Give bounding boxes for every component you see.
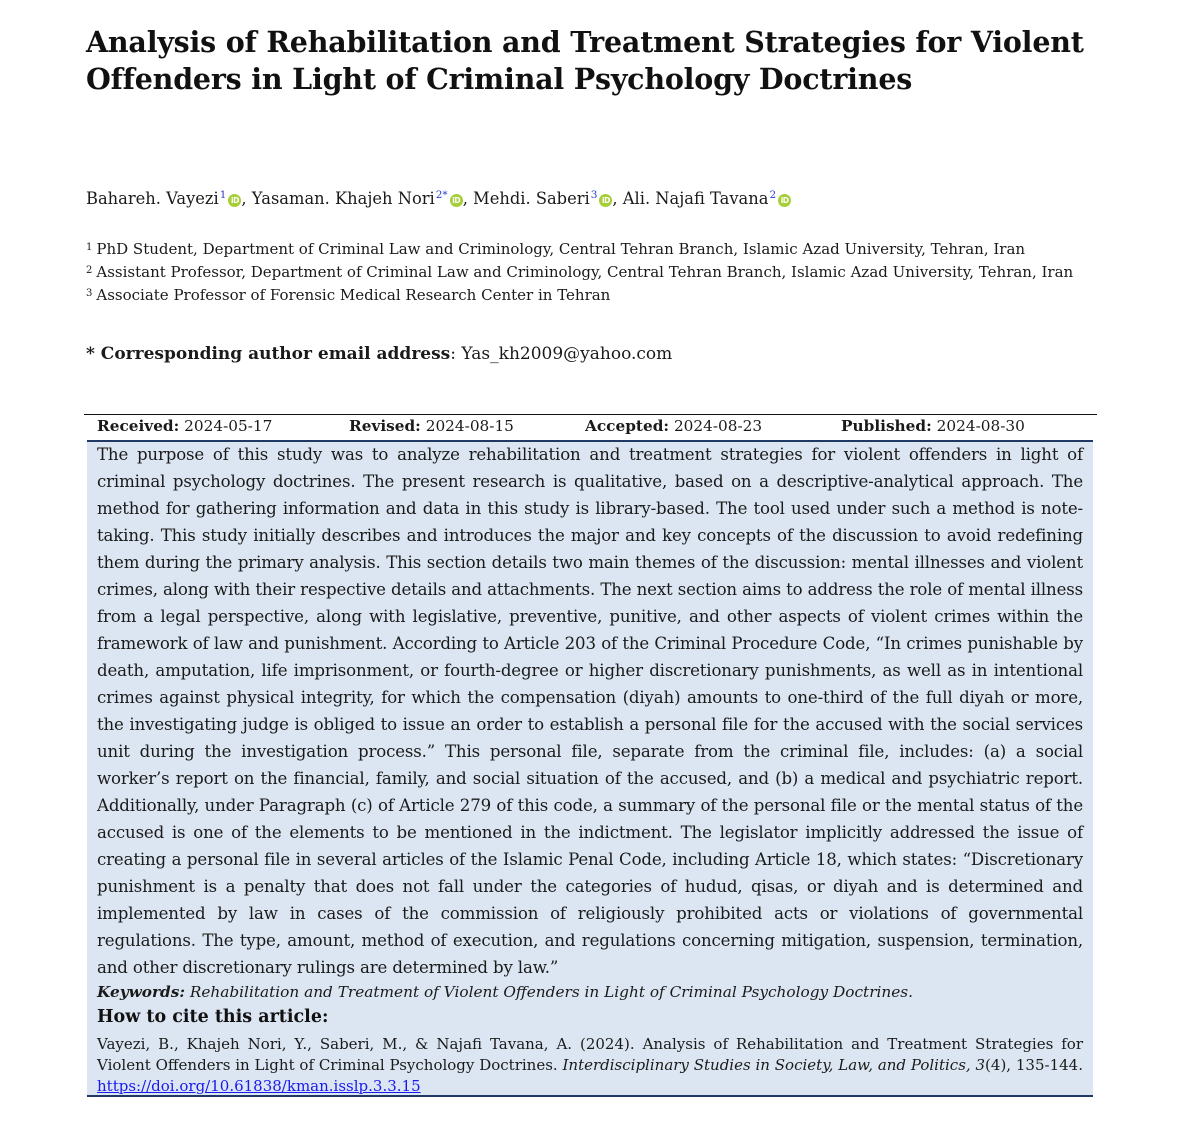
citation-text: [97, 1034, 1083, 1097]
author-name: Mehdi. Saberi: [473, 189, 590, 208]
affiliation-number: 1: [86, 242, 93, 253]
affiliation-number: 2: [86, 265, 93, 276]
keywords-label: Keywords:: [97, 983, 185, 1001]
published-date: [841, 417, 1025, 435]
author-name: Bahareh. Vayezi: [86, 189, 219, 208]
accepted-date: [585, 417, 762, 435]
paper-title: [86, 24, 1086, 98]
revised-date: [349, 417, 514, 435]
author-affiliation-mark: 1: [219, 189, 227, 201]
published-label: Published:: [841, 417, 932, 435]
affiliation-list: [86, 237, 1073, 306]
paper-title-line-1: Analysis of Rehabilitation and Treatment Strategies for Violent: [86, 25, 1084, 59]
abstract-text: The purpose of this study was to analyze rehabilitation and treatment strategies for violent offenders in light of criminal psychology doctrines. The present research is qualitative, based on a descriptive-analytical approach. The method for gathering information and data in this study is library-based. The tool used under such a method is note-taking. This study initially describes and introduces the major and key concepts of the discussion to avoid redefining them during the primary analysis. This section details two main themes of the discussion: mental illnesses and violent crimes, along with their respective details and attachments. The next section aims to address the role of mental illness from a legal perspective, along with legislative, preventive, punitive, and other aspects of violent crimes within the framework of law and punishment. According to Article 203 of the Criminal Procedure Code, “In crimes punishable by death, amputation, life imprisonment, or fourth-degree or higher discretionary punishments, as well as in intentional crimes against physical integrity, for which the compensation (diyah) amounts to one-third of the full diyah or more, the investigating judge is obliged to issue an order to establish a personal file for the accused with the social services unit during the investigation process.” This personal file, separate from the criminal file, includes: (a) a social worker’s report on the financial, family, and social situation of the accused, and (b) a medical and psychiatric report. Additionally, under Paragraph (c) of Article 279 of this code, a summary of the personal file or the mental status of the accused is one of the elements to be mentioned in the indictment. The legislator implicitly addressed the issue of creating a personal file in several articles of the Islamic Penal Code, including Article 18, which states: “Discretionary punishment is a penalty that does not fall under the categories of hudud, qisas, or diyah and is determined and implemented by law in cases of the commission of religiously prohibited acts or violations of governmental regulations. The type, amount, method of execution, and regulations concerning mitigation, suspension, termination, and other discretionary rulings are determined by law.”: [97, 445, 1083, 977]
keywords: [97, 983, 1083, 1001]
author-separator: ,: [612, 189, 623, 208]
orcid-icon[interactable]: iD: [228, 194, 241, 207]
author-affiliation-mark: 2: [769, 189, 777, 201]
author-separator: ,: [241, 189, 252, 208]
affiliation-text: Associate Professor of Forensic Medical Research Center in Tehran: [96, 286, 611, 304]
received-value: 2024-05-17: [184, 417, 273, 435]
corresponding-author-label: * Corresponding author email address: [86, 344, 451, 364]
author-name: Yasaman. Khajeh Nori: [251, 189, 435, 208]
author-affiliation-mark: 3: [590, 189, 598, 201]
revised-label: Revised:: [349, 417, 421, 435]
received-date: [97, 417, 272, 435]
affiliation-item: [86, 260, 1073, 283]
author-affiliation-mark: 2*: [435, 189, 448, 201]
citation-part-1: Vayezi, B., Khajeh Nori, Y., Saberi, M., & Najafi Tavana, A. (2024). Analysis of Rehabilitation and Treatment Strategies for Violent Offenders in Light of Criminal Psychology Doctrines.: [97, 1035, 1083, 1074]
keywords-text: Rehabilitation and Treatment of Violent Offenders in Light of Criminal Psychology Doctrines.: [184, 983, 914, 1001]
orcid-icon[interactable]: iD: [450, 194, 463, 207]
author-name: Ali. Najafi Tavana: [622, 189, 769, 208]
published-value: 2024-08-30: [936, 417, 1025, 435]
accepted-value: 2024-08-23: [673, 417, 763, 435]
revised-value: 2024-08-15: [425, 417, 514, 435]
received-label: Received:: [97, 417, 180, 435]
affiliation-item: [86, 237, 1073, 260]
citation-heading: How to cite this article:: [97, 1007, 329, 1027]
corresponding-separator: :: [450, 344, 462, 364]
affiliation-text: Assistant Professor, Department of Criminal Law and Criminology, Central Tehran Branch, Islamic Azad University, Tehran, Iran: [96, 263, 1074, 281]
doi-link[interactable]: https://doi.org/10.61838/kman.isslp.3.3.15: [97, 1077, 421, 1095]
corresponding-author: [86, 344, 672, 364]
dates-top-rule: [84, 414, 1097, 415]
author-separator: ,: [462, 189, 474, 208]
corresponding-email[interactable]: Yas_kh2009@yahoo.com: [461, 344, 673, 364]
orcid-icon[interactable]: iD: [778, 194, 791, 207]
accepted-label: Accepted:: [585, 417, 670, 435]
affiliation-text: PhD Student, Department of Criminal Law and Criminology, Central Tehran Branch, Islamic Azad University, Tehran, Iran: [96, 240, 1026, 258]
orcid-icon[interactable]: iD: [599, 194, 612, 207]
citation-journal: Interdisciplinary Studies in Society, Law, and Politics, 3: [562, 1056, 986, 1074]
affiliation-number: 3: [86, 288, 93, 299]
citation-part-2: (4), 135-144.: [985, 1056, 1083, 1074]
author-list: [86, 189, 791, 208]
affiliation-item: [86, 283, 1073, 306]
paper-title-line-2: Offenders in Light of Criminal Psychology Doctrines: [86, 62, 913, 96]
